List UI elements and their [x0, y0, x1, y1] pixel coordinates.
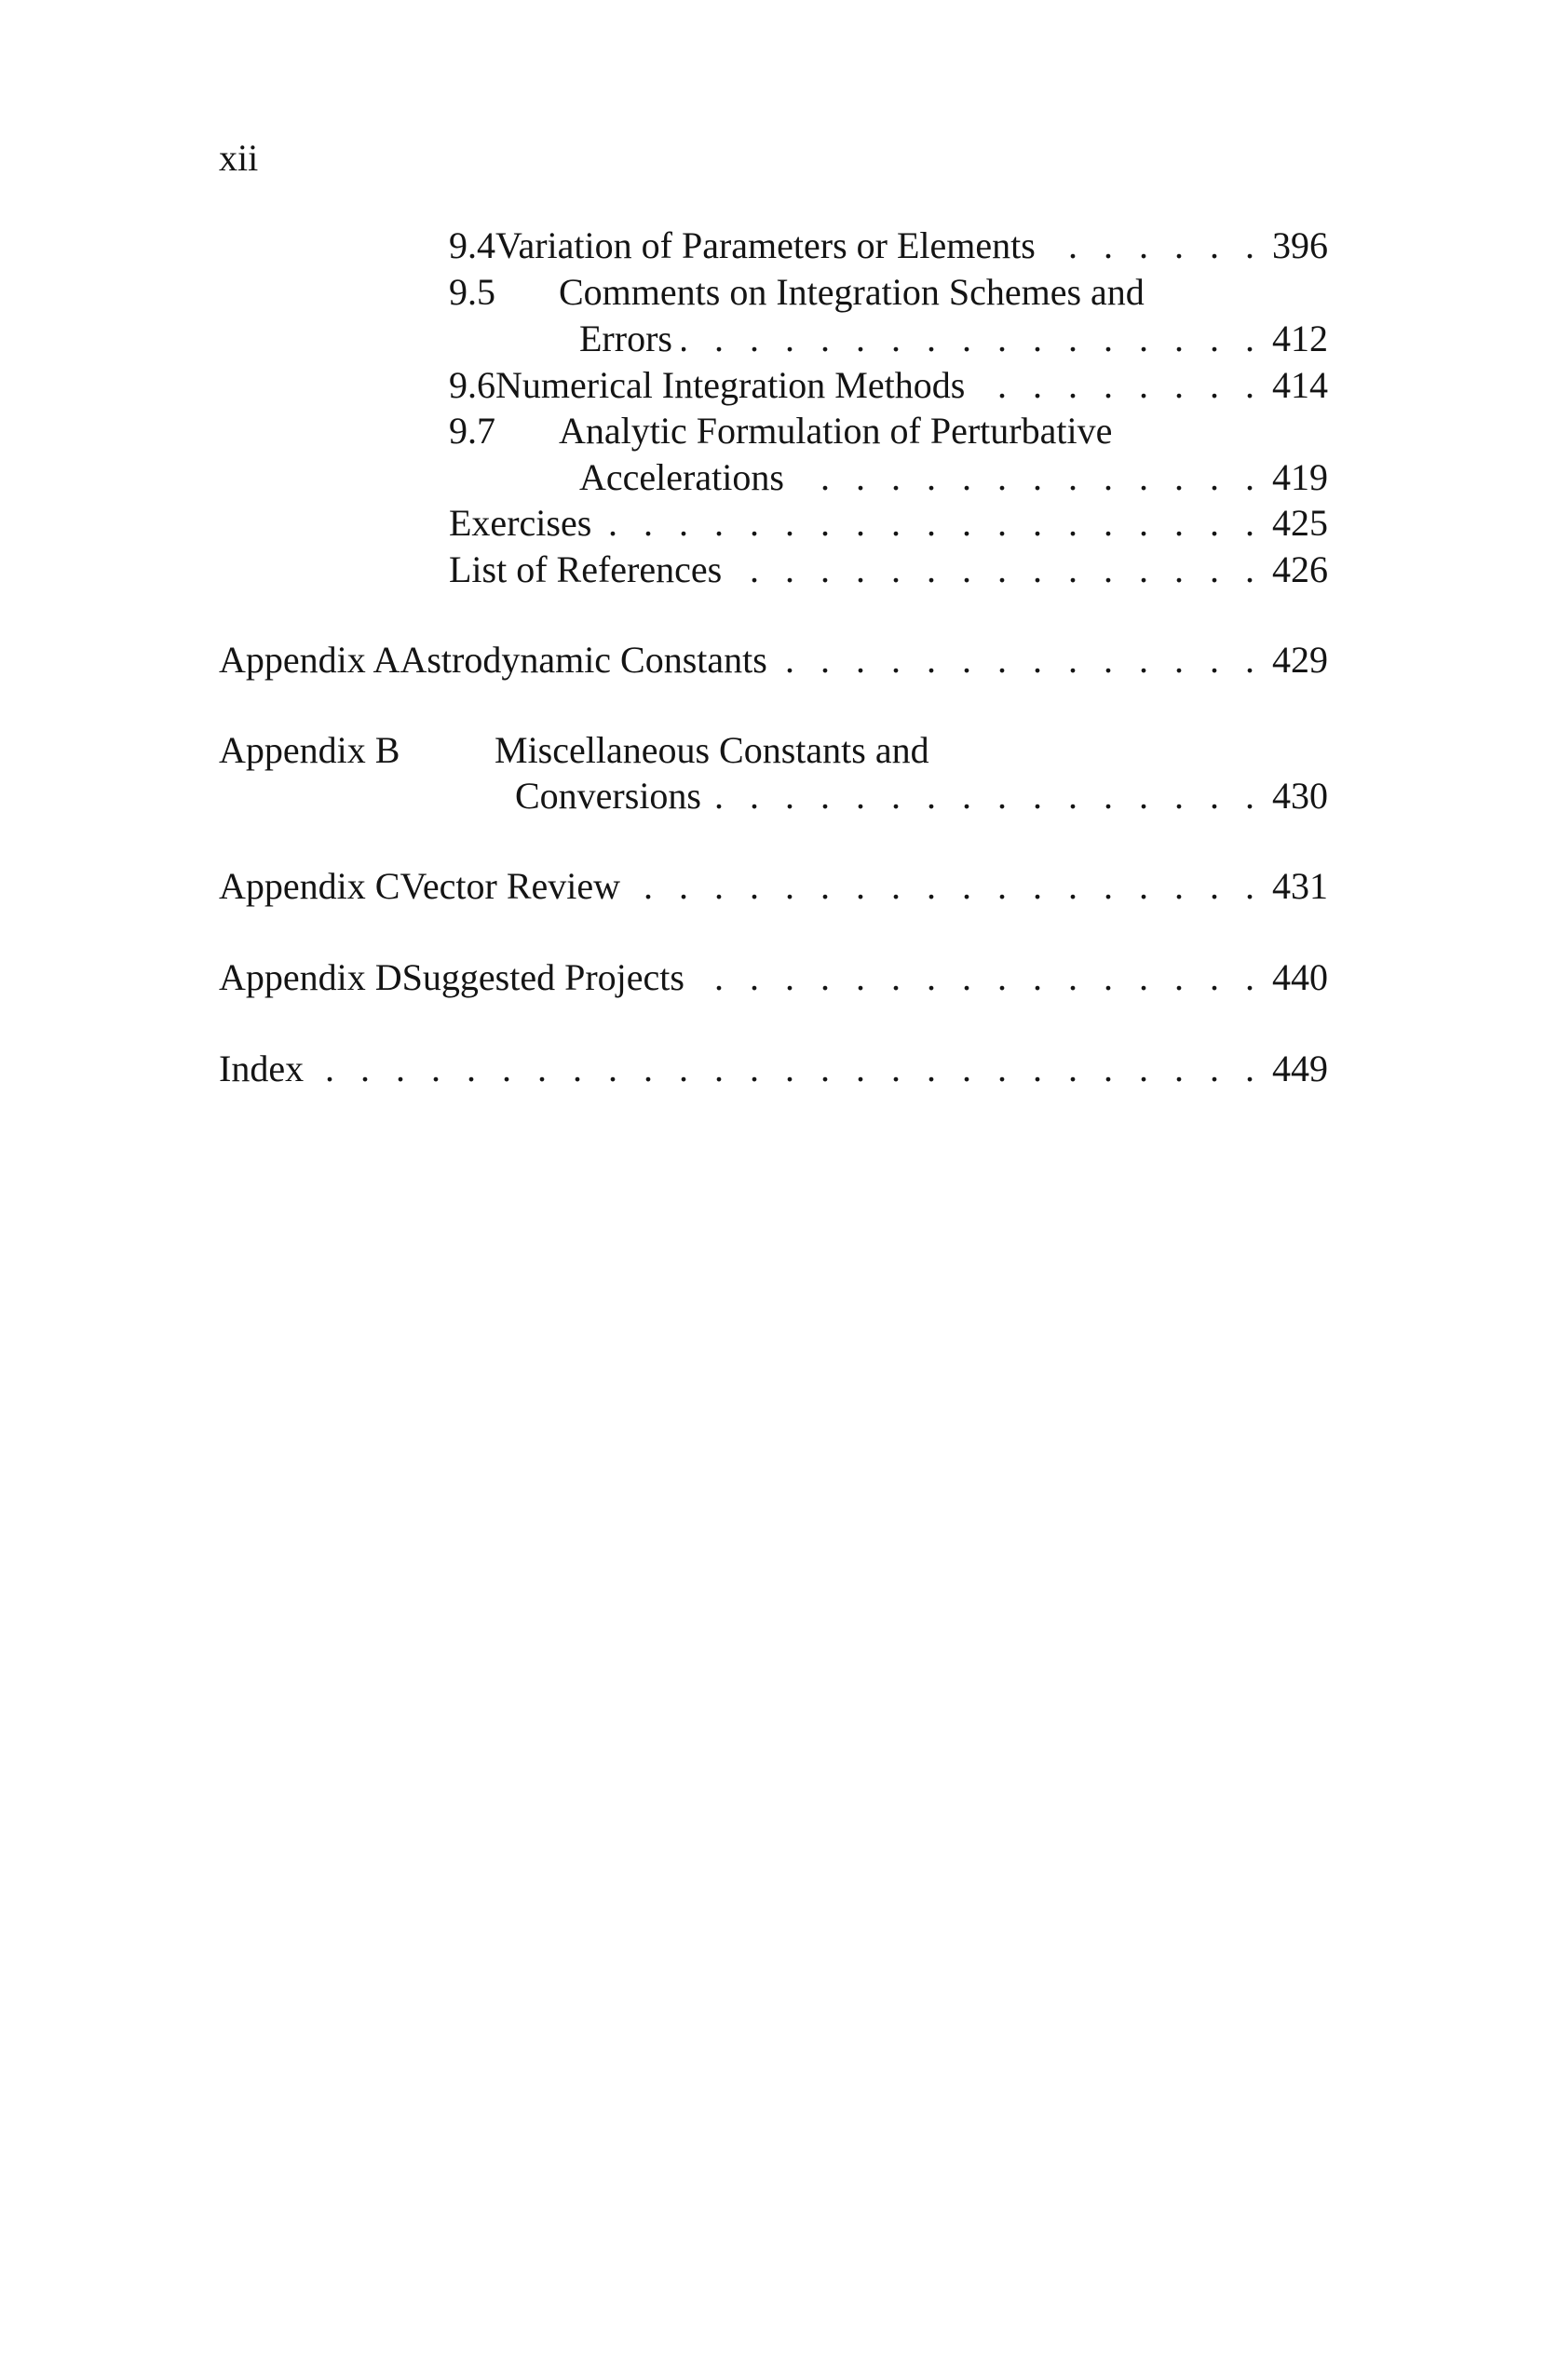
toc-entry-9-7[interactable] [449, 408, 1328, 454]
dot-leader [731, 547, 1263, 593]
dot-leader [974, 362, 1263, 409]
toc-entry-references[interactable] [449, 547, 1328, 593]
toc-entry-appendix-a[interactable] [219, 637, 1328, 683]
page-ref: 425 [1272, 502, 1328, 544]
toc-entry-9-7-cont[interactable] [579, 454, 1328, 501]
page-ref: 449 [1272, 1048, 1328, 1089]
dot-leader [777, 637, 1263, 683]
dot-leader [711, 773, 1263, 819]
appendix-title: Astrodynamic Constants [400, 639, 767, 681]
toc-entry-9-5[interactable] [449, 269, 1328, 316]
appendix-label: Appendix C [219, 865, 400, 907]
section-number: 9.4 [449, 224, 495, 266]
section-number: 9.6 [449, 364, 495, 406]
appendix-title: Vector Review [400, 865, 621, 907]
appendix-title: Suggested Projects [401, 956, 684, 998]
dot-leader [694, 954, 1263, 1001]
section-number: 9.5 [449, 271, 495, 313]
appendix-label: Appendix A [219, 639, 400, 681]
dot-leader [313, 1046, 1263, 1092]
entry-title: Index [219, 1048, 305, 1089]
page-ref: 429 [1272, 639, 1328, 681]
dot-leader [793, 454, 1263, 501]
page-number: xii [219, 137, 259, 179]
page-ref: 412 [1272, 318, 1328, 359]
section-number: 9.7 [449, 410, 495, 452]
section-title: Numerical Integration Methods [495, 364, 966, 406]
toc-entry-appendix-b[interactable] [219, 727, 1328, 774]
toc-entry-appendix-b-cont[interactable] [515, 773, 1328, 819]
page-ref: 419 [1272, 456, 1328, 498]
dot-leader [1045, 223, 1263, 269]
page-ref: 396 [1272, 224, 1328, 266]
appendix-label: Appendix D [219, 956, 402, 998]
section-title: Variation of Parameters or Elements [495, 224, 1036, 266]
toc-entry-appendix-d[interactable] [219, 954, 1328, 1001]
page-ref: 430 [1272, 775, 1328, 817]
appendix-label: Appendix B [219, 729, 400, 771]
section-title: Analytic Formulation of Perturbative [559, 410, 1113, 452]
appendix-title: Miscellaneous Constants and [495, 729, 929, 771]
toc-entry-index[interactable] [219, 1046, 1328, 1092]
entry-title: List of References [449, 548, 723, 590]
section-title-continued: Accelerations [579, 456, 784, 498]
dot-leader [601, 500, 1263, 547]
section-title: Comments on Integration Schemes and [559, 271, 1145, 313]
page-ref: 440 [1272, 956, 1328, 998]
dot-leader [682, 316, 1263, 362]
toc-entry-9-5-cont[interactable] [579, 316, 1328, 362]
page-ref: 426 [1272, 548, 1328, 590]
toc-entry-appendix-c[interactable] [219, 863, 1328, 910]
toc-entry-9-4[interactable] [449, 223, 1328, 269]
toc-entry-9-6[interactable] [449, 362, 1328, 409]
page-ref: 431 [1272, 865, 1328, 907]
toc-entry-exercises[interactable] [449, 500, 1328, 547]
page-ref: 414 [1272, 364, 1328, 406]
dot-leader [630, 863, 1263, 910]
appendix-title-continued: Conversions [515, 775, 701, 817]
entry-title: Exercises [449, 502, 592, 544]
section-title-continued: Errors [579, 318, 672, 359]
